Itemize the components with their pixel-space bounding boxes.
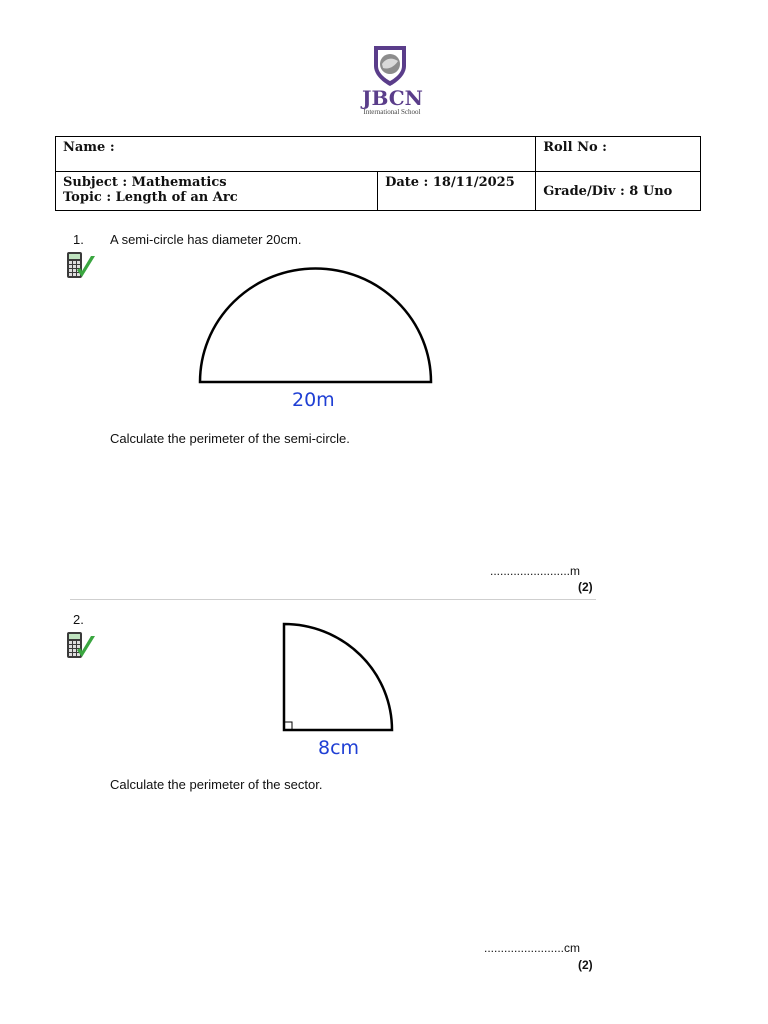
name-cell[interactable] [56, 137, 536, 172]
shield-crest-icon [372, 44, 408, 88]
logo-wordmark: JBCN [362, 86, 423, 110]
quarter-circle-sector-diagram [278, 620, 398, 734]
roll-no-cell[interactable] [536, 137, 701, 172]
question-1-prompt: Calculate the perimeter of the semi-circle. [110, 431, 350, 446]
school-logo [362, 44, 442, 116]
question-1-statement: A semi-circle has diameter 20cm. [110, 232, 302, 247]
question-divider [70, 599, 596, 600]
roll-no-label: Roll No : [543, 140, 607, 155]
calculator-check-icon [64, 630, 96, 662]
sector-radius-label: 8cm [318, 737, 360, 759]
semicircle-diameter-label: 20m [292, 389, 335, 411]
question-2-marks: (2) [578, 958, 593, 972]
question-2-number: 2. [73, 612, 84, 627]
date-cell [378, 172, 536, 211]
calculator-check-icon [64, 250, 96, 282]
question-2-answer-line[interactable]: ........................cm [484, 941, 581, 955]
grade-text: Grade/Div : 8 Uno [543, 183, 673, 199]
date-text: Date : 18/11/2025 [385, 175, 515, 190]
question-1-marks: (2) [578, 580, 593, 594]
name-label: Name : [63, 140, 115, 155]
question-2-prompt: Calculate the perimeter of the sector. [110, 777, 323, 792]
subject-text: Subject : Mathematics [63, 175, 227, 190]
semicircle-diagram [195, 262, 437, 388]
subject-topic-cell [56, 172, 378, 211]
logo-subtitle: International School [363, 108, 421, 116]
question-1-number: 1. [73, 232, 84, 247]
topic-text: Topic : Length of an Arc [63, 190, 238, 205]
student-info-table [55, 136, 701, 211]
question-1-answer-line[interactable]: ........................m [490, 564, 581, 578]
grade-cell [536, 172, 701, 211]
